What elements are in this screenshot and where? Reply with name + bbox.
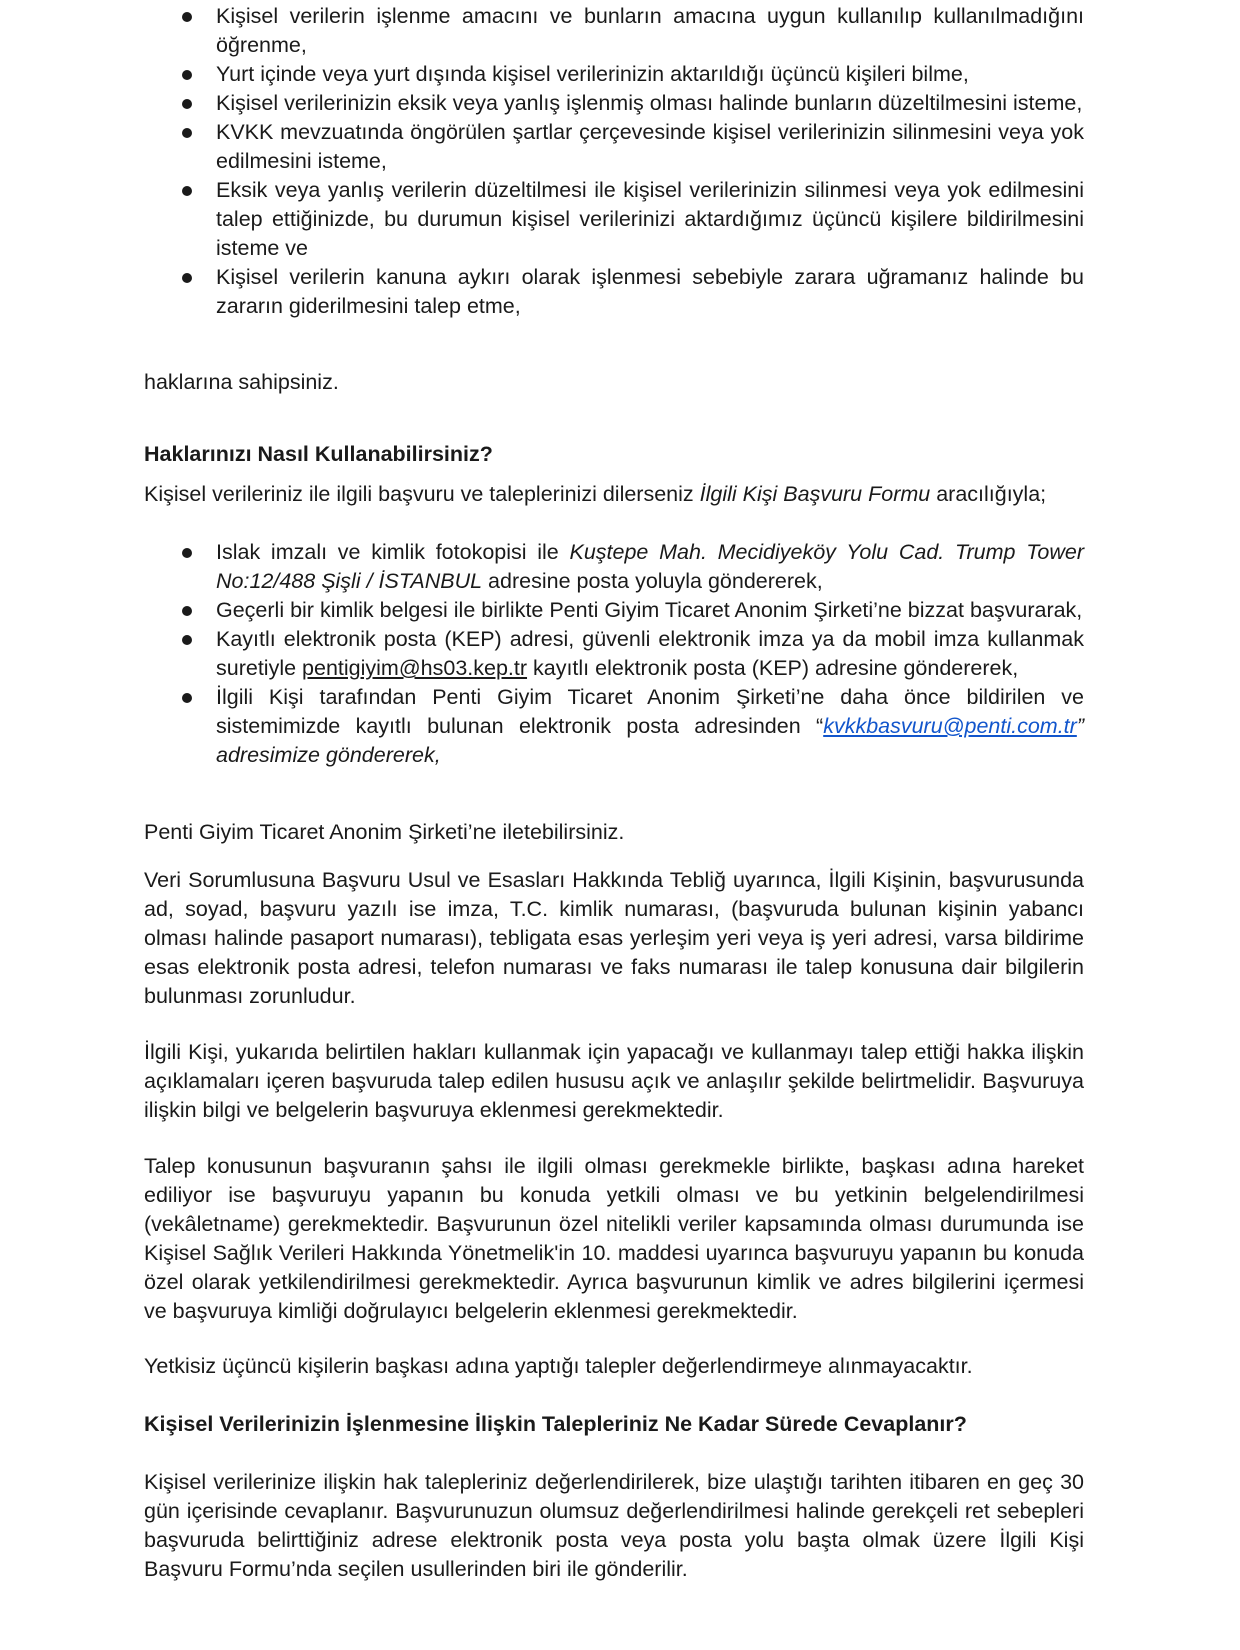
section-heading-response-time: Kişisel Verilerinizin İşlenmesine İlişkin Talepleriniz Ne Kadar Sürede Cevaplanır? (144, 1412, 967, 1436)
list-item: Kişisel verilerinizin eksik veya yanlış işlenmiş olması halinde bunların düzeltilmesini isteme, (144, 89, 1084, 118)
methods-list (144, 538, 1084, 770)
kep-address-link[interactable]: pentigiyim@hs03.kep.tr (302, 656, 528, 680)
rights-list-block (144, 2, 1084, 321)
list-item: KVKK mevzuatında öngörülen şartlar çerçevesinde kişisel verilerinizin silinmesini veya yok edilmesini isteme, (144, 118, 1084, 176)
rights-closing: haklarına sahipsiniz. (144, 370, 339, 394)
form-name: İlgili Kişi Başvuru Formu (699, 482, 931, 506)
bullet-icon (182, 99, 192, 109)
section-heading-how-to-use: Haklarınızı Nasıl Kullanabilirsiniz? (144, 442, 493, 466)
paragraph: Kişisel verilerinize ilişkin hak talepleriniz değerlendirilerek, bize ulaştığı tarihten itibaren en geç 30 gün içerisinde cevaplanır. Başvurunuzun olumsuz değerlendirilmesi halinde gerekçeli ret sebepleri başvuruda belirttiğiniz adrese elektronik posta veya posta yolu başta olmak üzere İlgili Kişi Başvuru Formu’nda seçilen usullerinden biri ile gönderilir. (144, 1470, 1084, 1581)
bullet-icon (182, 186, 192, 196)
list-item: Kayıtlı elektronik posta (KEP) adresi, güvenli elektronik imza ya da mobil imza kullanmak suretiyle pentigiyim@hs03.kep.tr kayıtlı elektronik posta (KEP) adresine göndererek, (144, 625, 1084, 683)
bullet-icon (182, 12, 192, 22)
list-item: Eksik veya yanlış verilerin düzeltilmesi ile kişisel verilerinizin silinmesi veya yok edilmesini talep ettiğinizde, bu durumun kişisel verilerinizi aktardığımız üçüncü kişilere bildirilmesini isteme ve (144, 176, 1084, 263)
list-item: Yurt içinde veya yurt dışında kişisel verilerinizin aktarıldığı üçüncü kişileri bilme, (144, 60, 1084, 89)
email-link[interactable]: kvkkbasvuru@penti.com.tr (823, 714, 1077, 738)
paragraph: Yetkisiz üçüncü kişilerin başkası adına yaptığı talepler değerlendirmeye alınmayacaktır. (144, 1354, 973, 1378)
list-item: İlgili Kişi tarafından Penti Giyim Ticaret Anonim Şirketi’ne daha önce bildirilen ve sistemimizde kayıtlı bulunan elektronik posta adresinden “kvkkbasvuru@penti.com.tr” adresimize göndererek, (144, 683, 1084, 770)
rights-list (144, 2, 1084, 321)
bullet-icon (182, 273, 192, 283)
paragraph: İlgili Kişi, yukarıda belirtilen hakları kullanmak için yapacağı ve kullanmayı talep ettiği hakka ilişkin açıklamaları içeren başvuruda talep edilen hususu açık ve anlaşılır şekilde belirtmelidir. Başvuruya ilişkin bilgi ve belgelerin başvuruya eklenmesi gerekmektedir. (144, 1040, 1084, 1122)
postal-address: Kuştepe Mah. Mecidiyeköy Yolu Cad. Trump Tower No:12/488 Şişli / İSTANBUL (216, 540, 1084, 593)
bullet-icon (182, 606, 192, 616)
section-intro: Kişisel verileriniz ile ilgili başvuru ve taleplerinizi dilerseniz İlgili Kişi Başvuru Formu aracılığıyla; (144, 482, 1047, 506)
paragraph: Talep konusunun başvuranın şahsı ile ilgili olması gerekmekle birlikte, başkası adına hareket ediliyor ise başvuruyu yapanın bu konuda yetkili olması ve bu yetkinin belgelendirilmesi (vekâletname) gerekmektedir. Başvurunun özel nitelikli veriler kapsamında olması durumunda ise Kişisel Sağlık Verileri Hakkında Yönetmelik'in 10. maddesi uyarınca başvuruyu yapanın bu konuda özel olarak yetkilendirilmesi gerekmektedir. Ayrıca başvurunun kimlik ve adres bilgilerini içermesi ve başvuruya kimliği doğrulayıcı belgelerin eklenmesi gerekmektedir. (144, 1154, 1084, 1323)
list-item: Islak imzalı ve kimlik fotokopisi ile Kuştepe Mah. Mecidiyeköy Yolu Cad. Trump Tower No:12/488 Şişli / İSTANBUL adresine posta yoluyla göndererek, (144, 538, 1084, 596)
bullet-icon (182, 70, 192, 80)
list-item: Geçerli bir kimlik belgesi ile birlikte Penti Giyim Ticaret Anonim Şirketi’ne bizzat başvurarak, (144, 596, 1084, 625)
methods-list-block (144, 538, 1084, 770)
paragraph: Veri Sorumlusuna Başvuru Usul ve Esasları Hakkında Tebliğ uyarınca, İlgili Kişinin, başvurusunda ad, soyad, başvuru yazılı ise imza, T.C. kimlik numarası, (başvuruda bulunan kişinin yabancı olması halinde pasaport numarası), tebligata esas yerleşim yeri veya iş yeri adresi, varsa bildirime esas elektronik posta adresi, telefon numarası ve faks numarası ile talep konusuna dair bilgilerin bulunması zorunludur. (144, 868, 1084, 1008)
bullet-icon (182, 635, 192, 645)
list-item: Kişisel verilerin işlenme amacını ve bunların amacına uygun kullanılıp kullanılmadığını öğrenme, (144, 2, 1084, 60)
bullet-icon (182, 693, 192, 703)
bullet-icon (182, 548, 192, 558)
methods-closing: Penti Giyim Ticaret Anonim Şirketi’ne iletebilirsiniz. (144, 820, 625, 844)
bullet-icon (182, 128, 192, 138)
list-item: Kişisel verilerin kanuna aykırı olarak işlenmesi sebebiyle zarara uğramanız halinde bu zararın giderilmesini talep etme, (144, 263, 1084, 321)
